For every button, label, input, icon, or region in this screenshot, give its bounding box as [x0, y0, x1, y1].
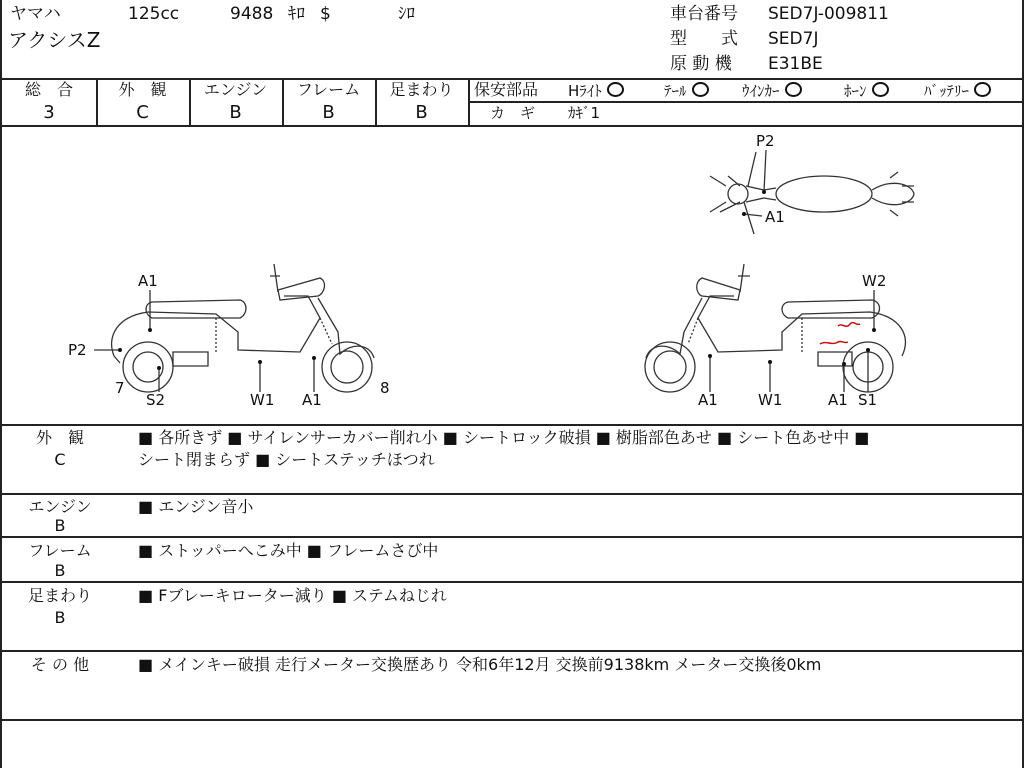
type-value: SED7J [768, 29, 819, 49]
divider [2, 493, 1024, 495]
engine-model-label: 原 動 機 [670, 54, 732, 74]
frame-no-label: 車台番号 [670, 4, 738, 24]
scooter-top-view-icon [710, 152, 914, 234]
remark-other-label: そ の 他 [30, 655, 90, 674]
key-label: カ ギ [490, 104, 536, 122]
horn-label: ﾎｰﾝ [844, 82, 867, 100]
remark-exterior-line-2: シート閉まらず ■ シートステッチほつれ [138, 450, 435, 469]
frame-label: フレーム [296, 80, 361, 99]
tail-item [664, 82, 709, 99]
label-p2-left: P2 [68, 341, 87, 359]
label-a1-top-view: A1 [765, 208, 785, 226]
divider [2, 719, 1024, 721]
ok-circle-icon [872, 82, 889, 97]
scooter-diagram [2, 126, 1022, 424]
ok-circle-icon [692, 82, 709, 97]
remark-frame-label: フレーム [28, 541, 92, 560]
mileage-flag: $ [320, 4, 331, 24]
mileage: 9488 [230, 4, 274, 24]
label-a1-bottom-left: A1 [302, 391, 322, 409]
remark-engine-grade: B [54, 516, 66, 535]
ok-circle-icon [785, 82, 802, 97]
winker-label: ｳｲﾝｶｰ [742, 82, 780, 100]
divider [2, 536, 1024, 538]
frame-grade: B [322, 102, 335, 123]
remark-frame-grade: B [54, 561, 66, 580]
remark-engine-line-1: ■ エンジン音小 [138, 497, 254, 516]
tail-label: ﾃｰﾙ [664, 82, 687, 100]
remark-exterior-grade: C [54, 450, 66, 469]
battery-label: ﾊﾞｯﾃﾘｰ [924, 82, 970, 100]
exterior-label: 外 観 [118, 80, 167, 99]
winker-item [742, 82, 802, 99]
label-w2: W2 [862, 272, 887, 290]
ok-circle-icon [974, 82, 991, 97]
label-a1-right-2: A1 [828, 391, 848, 409]
label-s1: S1 [858, 391, 878, 409]
battery-item [924, 82, 991, 99]
model-name: アクシスZ [8, 28, 101, 52]
engine-model-value: E31BE [768, 54, 823, 74]
remark-frame-line-1: ■ ストッパーへこみ中 ■ フレームさび中 [138, 541, 439, 560]
key-value: ｶｷﾞ1 [568, 104, 601, 122]
remark-exterior-line-1: ■ 各所きず ■ サイレンサーカバー削れ小 ■ シートロック破損 ■ 樹脂部色あせ ■ シート色あせ中 ■ [138, 428, 870, 447]
maker: ヤマハ [10, 4, 61, 24]
remark-suspension-line-1: ■ Fブレーキローター減り ■ ステムねじれ [138, 586, 447, 605]
remark-other-line-1: ■ メインキー破損 走行メーター交換歴あり 令和6年12月 交換前9138km メーター交換後0km [138, 655, 822, 674]
suspension-label: 足まわり [389, 80, 454, 99]
label-a1-right-1: A1 [698, 391, 718, 409]
divider [468, 101, 1024, 103]
type-label: 型 式 [670, 29, 738, 49]
overall-grade: 3 [43, 102, 55, 123]
remark-suspension-grade: B [54, 608, 66, 627]
label-s2: S2 [146, 391, 166, 409]
displacement: 125cc [128, 4, 180, 24]
label-a1-top: A1 [138, 272, 158, 290]
suspension-grade: B [415, 102, 428, 123]
label-w1-left: W1 [250, 391, 275, 409]
ok-circle-icon [607, 82, 624, 97]
remark-exterior-label: 外 観 [35, 428, 84, 447]
mileage-unit: ｷﾛ [288, 4, 305, 24]
exterior-grade: C [136, 102, 149, 123]
label-8: 8 [380, 379, 390, 397]
remark-suspension-label: 足まわり [27, 586, 92, 605]
label-7: 7 [115, 379, 125, 397]
engine-grade: B [229, 102, 242, 123]
divider [2, 581, 1024, 583]
label-w1-right: W1 [758, 391, 783, 409]
remark-engine-label: エンジン [28, 497, 92, 516]
damage-marks [820, 323, 860, 344]
headlight-item [568, 82, 624, 99]
divider [468, 78, 470, 125]
horn-item [844, 82, 889, 99]
safety-title: 保安部品 [474, 80, 539, 99]
engine-label: エンジン [203, 80, 268, 99]
divider [2, 424, 1024, 426]
label-p2-top: P2 [756, 132, 775, 150]
color: ｼﾛ [398, 4, 415, 24]
divider [2, 650, 1024, 652]
headlight-label: Hﾗｲﾄ [568, 82, 602, 100]
frame-no: SED7J-009811 [768, 4, 889, 24]
overall-label: 総 合 [24, 80, 73, 99]
